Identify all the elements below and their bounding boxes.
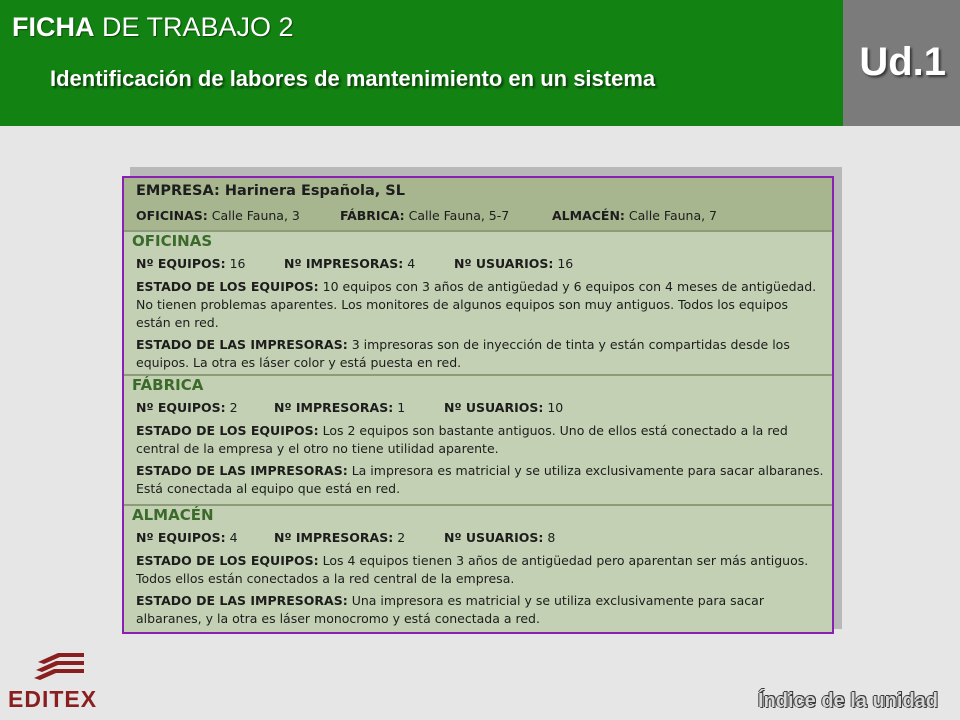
impresoras-value: 1 <box>393 400 406 415</box>
estado-equipos <box>136 422 824 458</box>
estado-impresoras <box>136 592 824 628</box>
usuarios-count <box>444 400 563 416</box>
estado-equipos-label: ESTADO DE LOS EQUIPOS: <box>136 553 319 568</box>
estado-equipos <box>136 552 824 588</box>
impresoras-label: Nº IMPRESORAS: <box>274 530 394 545</box>
oficinas-address <box>136 208 300 224</box>
section-fabrica <box>124 376 832 506</box>
worksheet-card <box>122 176 834 634</box>
estado-equipos-label: ESTADO DE LOS EQUIPOS: <box>136 279 319 294</box>
equipos-count <box>136 256 246 272</box>
section-title: ALMACÉN <box>132 506 214 524</box>
oficinas-address-value: Calle Fauna, 3 <box>207 208 300 223</box>
usuarios-value: 16 <box>553 256 574 271</box>
estado-equipos-text: 10 equipos con 3 años de antigüedad y 6 equipos con 4 meses de antigüedad. No tienen problemas aparentes. Los monitores de algunos equipos son muy antiguos. Todos los equipos están en red. <box>136 279 817 330</box>
equipos-label: Nº EQUIPOS: <box>136 256 226 271</box>
impresoras-label: Nº IMPRESORAS: <box>284 256 404 271</box>
fabrica-address-label: FÁBRICA: <box>340 208 405 223</box>
equipos-count <box>136 530 238 546</box>
equipos-count <box>136 400 238 416</box>
title-strong: FICHA <box>12 12 95 42</box>
estado-impresoras-text: Una impresora es matricial y se utiliza exclusivamente para sacar albaranes, y la otra es láser monocromo y está conectada a red. <box>136 593 764 626</box>
estado-impresoras-text: La impresora es matricial y se utiliza exclusivamente para sacar albaranes. Está conectada al equipo que está en red. <box>136 463 824 496</box>
unit-label: Ud.1 <box>859 40 946 84</box>
impresoras-count <box>284 256 415 272</box>
equipos-value: 4 <box>225 530 238 545</box>
title-rest: DE TRABAJO 2 <box>94 12 294 42</box>
impresoras-label: Nº IMPRESORAS: <box>274 400 394 415</box>
header-band <box>0 0 843 126</box>
equipos-value: 16 <box>225 256 246 271</box>
section-almacen <box>124 506 832 632</box>
section-oficinas <box>124 232 832 376</box>
page-title <box>12 12 294 43</box>
section-empresa <box>124 178 832 232</box>
almacen-address-value: Calle Fauna, 7 <box>624 208 718 223</box>
section-title: FÁBRICA <box>132 376 204 394</box>
usuarios-label: Nº USUARIOS: <box>444 400 544 415</box>
impresoras-value: 4 <box>403 256 416 271</box>
estado-impresoras-label: ESTADO DE LAS IMPRESORAS: <box>136 463 348 478</box>
impresoras-value: 2 <box>393 530 406 545</box>
fabrica-address <box>340 208 509 224</box>
usuarios-count <box>444 530 555 546</box>
impresoras-count <box>274 400 405 416</box>
usuarios-value: 8 <box>543 530 556 545</box>
estado-equipos-text: Los 4 equipos tienen 3 años de antigüedad pero aparentan ser más antiguos. Todos ellos están conectados a la red central de la empresa. <box>136 553 809 586</box>
estado-impresoras <box>136 336 824 372</box>
empresa-line <box>136 183 405 199</box>
brand-name: EDITEX <box>8 686 98 712</box>
almacen-address <box>552 208 717 224</box>
fabrica-address-value: Calle Fauna, 5-7 <box>404 208 510 223</box>
estado-impresoras-text: 3 impresoras son de inyección de tinta y están compartidas desde los equipos. La otra es láser color y está puesta en red. <box>136 337 790 370</box>
estado-equipos-label: ESTADO DE LOS EQUIPOS: <box>136 423 319 438</box>
oficinas-address-label: OFICINAS: <box>136 208 208 223</box>
estado-equipos <box>136 278 824 332</box>
unit-box <box>843 0 960 126</box>
estado-equipos-text: Los 2 equipos son bastante antiguos. Uno de ellos está conectado a la red central de la empresa y el otro no tiene utilidad aparente. <box>136 423 788 456</box>
stacked-books-icon <box>26 650 106 686</box>
usuarios-label: Nº USUARIOS: <box>444 530 544 545</box>
unit-index-link[interactable]: Índice de la unidad <box>757 690 938 712</box>
equipos-label: Nº EQUIPOS: <box>136 400 226 415</box>
equipos-value: 2 <box>225 400 238 415</box>
impresoras-count <box>274 530 405 546</box>
usuarios-label: Nº USUARIOS: <box>454 256 554 271</box>
page-subtitle: Identificación de labores de mantenimiento en un sistema <box>50 66 656 91</box>
usuarios-value: 10 <box>543 400 564 415</box>
section-title: OFICINAS <box>132 232 213 250</box>
usuarios-count <box>454 256 573 272</box>
equipos-label: Nº EQUIPOS: <box>136 530 226 545</box>
estado-impresoras-label: ESTADO DE LAS IMPRESORAS: <box>136 337 348 352</box>
estado-impresoras-label: ESTADO DE LAS IMPRESORAS: <box>136 593 348 608</box>
almacen-address-label: ALMACÉN: <box>552 208 625 223</box>
estado-impresoras <box>136 462 824 498</box>
empresa-value: Harinera Española, SL <box>219 183 405 199</box>
empresa-label: EMPRESA: <box>136 183 220 199</box>
